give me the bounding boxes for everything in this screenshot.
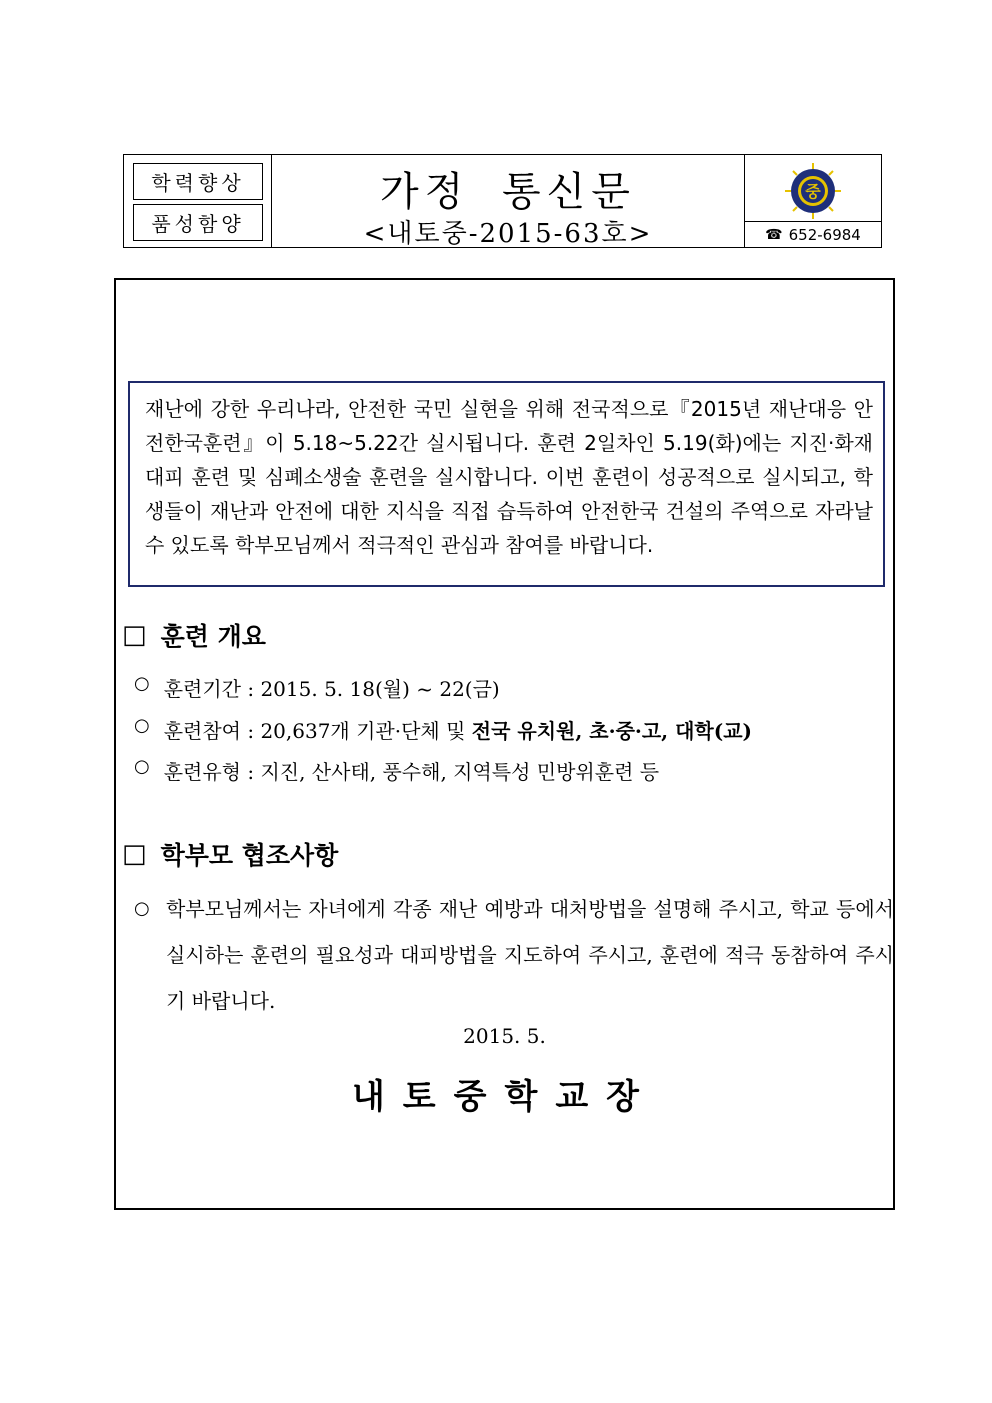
telephone-icon: ☎	[765, 226, 783, 243]
motto-column	[124, 155, 272, 247]
participants-highlight: 전국 유치원, 초·중·고, 대학(교)	[471, 719, 752, 743]
bullet-circle: ○	[134, 898, 150, 919]
phone-number: 652-6984	[788, 225, 861, 244]
training-period: 훈련기간 : 2015. 5. 18(월) ~ 22(금)	[163, 677, 500, 701]
training-participants	[164, 715, 752, 744]
list-item	[134, 756, 659, 785]
page-title: 가정 통신문	[380, 169, 636, 215]
section-marker: □	[122, 620, 147, 650]
logo-text: 중	[805, 182, 821, 201]
participants-text: 훈련참여 : 20,637개 기관·단체 및	[163, 719, 472, 743]
motto-character: 품성함양	[133, 204, 263, 241]
cooperation-text: 학부모님께서는 자녀에게 각종 재난 예방과 대처방법을 설명해 주시고, 학교 등에서 실시하는 훈련의 필요성과 대피방법을 지도하여 주시고, 훈련에 적극 동참하여 주시기 바랍니다.	[166, 897, 894, 1013]
training-types: 훈련유형 : 지진, 산사태, 풍수해, 지역특성 민방위훈련 등	[163, 760, 660, 784]
bullet-circle: ○	[134, 673, 150, 694]
section-training-overview	[122, 617, 266, 653]
bullet-circle: ○	[134, 715, 150, 736]
title-area	[272, 155, 744, 247]
issue-number: <내토중-2015-63호>	[363, 219, 653, 249]
school-logo	[781, 161, 845, 221]
list-item	[134, 715, 752, 744]
issue-date: 2015. 5.	[463, 1024, 546, 1048]
newsletter-body	[114, 278, 895, 1210]
section-marker: □	[122, 839, 147, 869]
cooperation-item	[134, 886, 894, 1024]
school-info	[744, 155, 881, 247]
principal-signature: 내토중학교장	[351, 1077, 658, 1117]
section-parent-cooperation	[122, 836, 338, 872]
section-title: 훈련 개요	[160, 622, 266, 651]
motto-academic: 학력향상	[133, 163, 263, 200]
bullet-circle: ○	[134, 756, 150, 777]
intro-box: 재난에 강한 우리나라, 안전한 국민 실현을 위해 전국적으로『2015년 재난대응 안전한국훈련』이 5.18~5.22간 실시됩니다. 훈련 2일차인 5.19(화)에는 지진·화재대피 훈련 및 심폐소생술 훈련을 실시합니다. 이번 훈련이 성공적으로 실시되고, 학생들이 재난과 안전에 대한 지식을 직접 습득하여 안전한국 건설의 주역으로 자라날 수 있도록 학부모님께서 적극적인 관심과 참여를 바랍니다.	[128, 381, 885, 587]
section-title: 학부모 협조사항	[160, 841, 339, 870]
phone-row	[745, 221, 881, 247]
newsletter-header	[123, 154, 882, 248]
list-item	[134, 673, 500, 702]
